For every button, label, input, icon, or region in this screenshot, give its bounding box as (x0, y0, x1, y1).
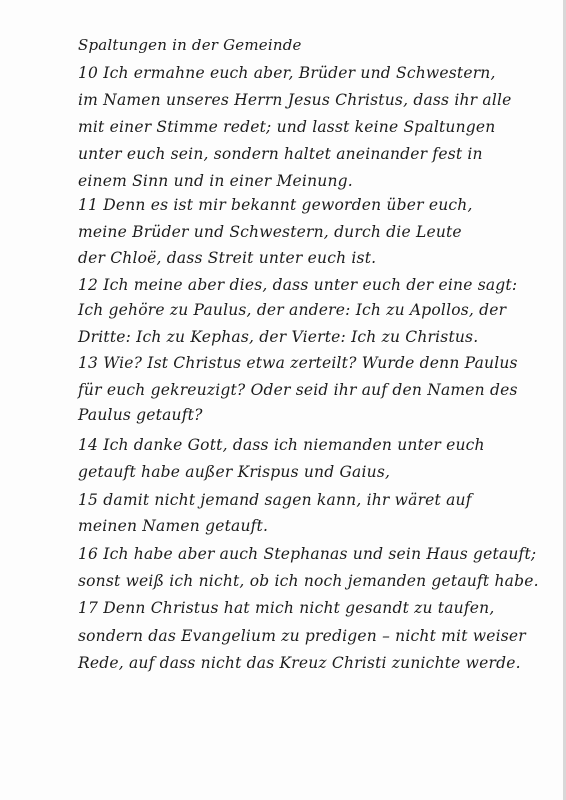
text-line-3: mit einer Stimme redet; und lasst keine Spaltungen (78, 118, 496, 136)
text-line-21: 17 Denn Christus hat mich nicht gesandt zu taufen, (78, 599, 495, 617)
text-line-18: meinen Namen getauft. (78, 517, 269, 535)
text-line-13: für euch gekreuzigt? Oder seid ihr auf den Namen des (78, 381, 518, 399)
text-line-9: 12 Ich meine aber dies, dass unter euch der eine sagt: (78, 276, 518, 294)
text-line-2: im Namen unseres Herrn Jesus Christus, dass ihr alle (78, 91, 512, 109)
text-line-5: einem Sinn und in einer Meinung. (78, 172, 353, 190)
text-line-1: 10 Ich ermahne euch aber, Brüder und Schwestern, (78, 64, 496, 82)
text-line-4: unter euch sein, sondern haltet aneinander fest in (78, 145, 483, 163)
text-line-6: 11 Denn es ist mir bekannt geworden über euch, (78, 196, 473, 214)
text-line-22: sondern das Evangelium zu predigen – nicht mit weiser (78, 627, 526, 645)
text-line-19: 16 Ich habe aber auch Stephanas und sein Haus getauft; (78, 545, 537, 563)
text-line-16: getauft habe außer Krispus und Gaius, (78, 463, 391, 481)
text-line-12: 13 Wie? Ist Christus etwa zerteilt? Wurde denn Paulus (78, 354, 518, 372)
text-line-11: Dritte: Ich zu Kephas, der Vierte: Ich zu Christus. (78, 328, 479, 346)
text-line-7: meine Brüder und Schwestern, durch die Leute (78, 223, 462, 241)
text-line-15: 14 Ich danke Gott, dass ich niemanden unter euch (78, 436, 485, 454)
text-line-17: 15 damit nicht jemand sagen kann, ihr wäret auf (78, 491, 472, 509)
text-line-20: sonst weiß ich nicht, ob ich noch jemanden getauft habe. (78, 572, 539, 590)
text-line-23: Rede, auf dass nicht das Kreuz Christi zunichte werde. (78, 654, 521, 672)
text-line-10: Ich gehöre zu Paulus, der andere: Ich zu Apollos, der (78, 301, 507, 319)
page-heading: Spaltungen in der Gemeinde (78, 36, 302, 54)
text-line-8: der Chloë, dass Streit unter euch ist. (78, 249, 377, 267)
text-line-14: Paulus getauft? (78, 406, 203, 424)
